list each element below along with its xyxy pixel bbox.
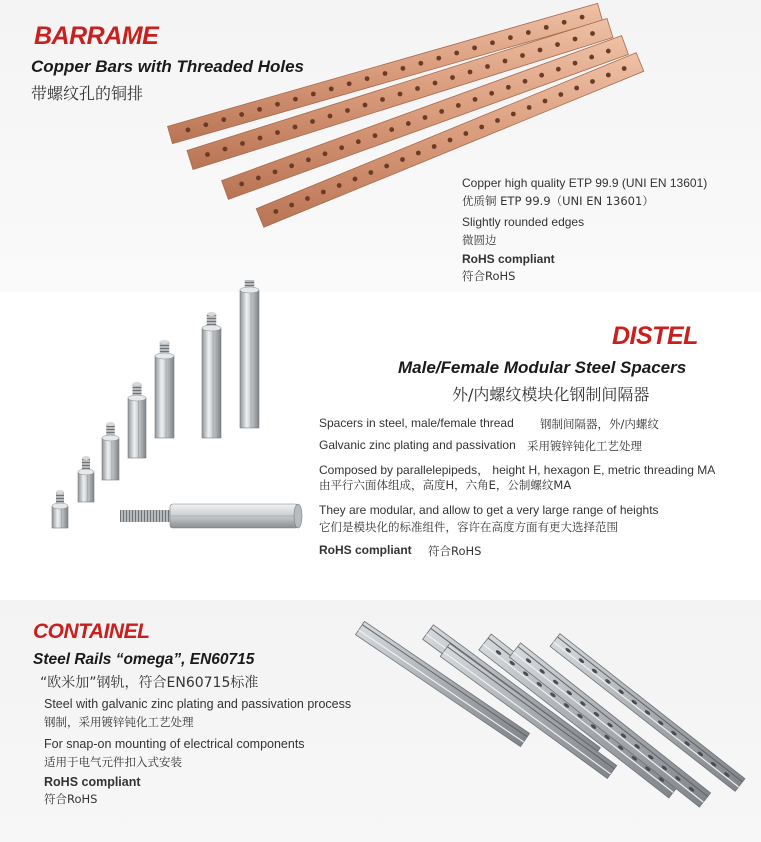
bar-hole [273,209,278,214]
bar-hole [580,15,585,20]
bar-hole [186,127,191,132]
containel-feature-3: RoHS compliant [44,775,141,789]
bar-hole [223,147,228,152]
distel-feature-2: Galvanic zinc plating and passivation [319,438,516,452]
lying-spacer-thread [120,510,172,522]
bar-hole [433,81,438,86]
bar-hole [439,109,444,114]
bar-hole [256,176,261,181]
containel-section [0,600,761,842]
distel-feature-4-cn: 它们是模块化的标准组件，容许在高度方面有更大选择范围 [319,520,618,534]
bar-hole [432,144,437,149]
lying-spacer-end [294,504,302,528]
bar-hole [321,190,326,195]
bar-hole [456,103,461,108]
bar-hole [508,35,513,40]
bar-hole [368,170,373,175]
bar-hole [328,114,333,119]
spacer-body [78,472,94,502]
bar-hole [511,112,516,117]
barrame-subtitle-cn: 带螺纹孔的铜排 [31,84,144,103]
spacer-thread-tip [106,422,115,426]
bar-hole [345,108,350,113]
bar-hole [573,61,578,66]
bar-hole [289,203,294,208]
bar-hole [606,49,611,54]
distel-feature-1: Spacers in steel, male/female thread [319,416,514,430]
distel-feature-5-cn: 符合RoHS [428,544,482,558]
bar-hole [380,97,385,102]
bar-hole [365,76,370,81]
containel-subtitle: Steel Rails “omega”, EN60715 [33,651,255,668]
bar-hole [479,125,484,130]
bar-hole [539,73,544,78]
bar-hole [606,73,611,78]
barrame-subtitle: Copper Bars with Threaded Holes [31,57,304,76]
bar-hole [555,42,560,47]
distel-subtitle-cn: 外/内螺纹模块化钢制间隔器 [452,385,650,404]
spacer-thread-tip [56,490,64,494]
bar-hole [562,20,567,25]
spacer-thread-tip [160,340,170,344]
bar-hole [436,56,441,61]
bar-hole [275,102,280,107]
bar-hole [289,163,294,168]
spacer-body [202,328,221,438]
spacer-top [240,287,259,293]
bar-hole [468,70,473,75]
bar-hole [538,48,543,53]
bar-hole [305,196,310,201]
bar-hole [590,31,595,36]
bar-hole [311,92,316,97]
bar-hole [589,55,594,60]
spacer-thread-tip [133,382,142,386]
bar-hole [418,61,423,66]
bar-hole [406,121,411,126]
bar-hole [544,25,549,30]
barrame-feature-1: Copper high quality ETP 99.9 (UNI EN 13601) [462,176,708,190]
distel-subtitle: Male/Female Modular Steel Spacers [398,358,687,377]
bar-hole [506,85,511,90]
spacer-body [102,438,119,480]
bar-hole [463,131,468,136]
bar-hole [503,59,508,64]
barrame-feature-3-cn: 符合RoHS [462,269,516,283]
bar-hole [543,99,548,104]
barrame-feature-3: RoHS compliant [462,252,555,266]
bar-hole [205,152,210,157]
omega-rails-image [350,620,750,825]
bar-hole [240,141,245,146]
spacer-body [240,290,259,428]
bar-hole [203,122,208,127]
spacer-top [128,395,146,401]
bar-hole [401,66,406,71]
bar-hole [590,79,595,84]
bar-hole [384,164,389,169]
bar-hole [383,71,388,76]
containel-feature-3-cn: 符合RoHS [44,792,98,806]
bar-hole [337,183,342,188]
containel-brand: CONTAINEL [33,620,150,643]
copper-bars-image [150,0,761,230]
barrame-feature-2: Slightly rounded edges [462,215,585,229]
spacer-top [78,469,94,475]
bar-hole [448,138,453,143]
bar-hole [398,92,403,97]
containel-feature-2-cn: 适用于电气元件扣入式安装 [44,755,182,769]
bar-hole [239,182,244,187]
spacer-thread-tip [207,312,217,316]
bar-hole [306,157,311,162]
bar-hole [257,107,262,112]
bar-hole [556,67,561,72]
bar-hole [622,66,627,71]
bar-hole [454,51,459,56]
bar-hole [423,115,428,120]
containel-feature-1-cn: 钢制，采用镀锌钝化工艺处理 [44,715,194,729]
containel-feature-1: Steel with galvanic zinc plating and passivation process [44,697,352,711]
bar-hole [363,103,368,108]
spacer-top [155,353,174,359]
bar-hole [472,45,477,50]
bar-hole [473,97,478,102]
bar-hole [415,86,420,91]
bar-hole [389,127,394,132]
distel-section [0,292,761,600]
barrame-feature-2-cn: 微圆边 [462,233,497,247]
bar-hole [400,157,405,162]
distel-brand: DISTEL [612,322,698,350]
bar-hole [373,133,378,138]
bar-hole [258,136,263,141]
bar-hole [293,97,298,102]
bar-hole [574,86,579,91]
spacer-body [155,356,174,438]
steel-spacers-image [40,280,310,580]
distel-feature-5: RoHS compliant [319,543,412,557]
spacer-thread-tip [82,456,90,460]
bar-hole [273,169,278,174]
distel-feature-1-cn: 钢制间隔器，外/内螺纹 [540,417,659,431]
spacer-top [52,503,68,509]
bar-hole [527,105,532,110]
bar-hole [573,37,578,42]
distel-feature-2-cn: 采用镀锌钝化工艺处理 [527,439,642,453]
spacer-body [52,506,68,528]
bar-hole [416,151,421,156]
spacer-top [102,435,119,441]
distel-feature-3-cn: 由平行六面体组成，高度H，六角E，公制螺纹MA [319,478,572,492]
bar-hole [356,139,361,144]
bar-hole [239,112,244,117]
bar-hole [339,145,344,150]
bar-hole [293,125,298,130]
spacer-top [202,325,221,331]
bar-hole [221,117,226,122]
bar-hole [490,40,495,45]
barrame-feature-1-cn: 优质铜 ETP 99.9（UNI EN 13601） [462,194,654,208]
bar-hole [347,81,352,86]
bar-hole [485,64,490,69]
distel-feature-3: Composed by parallelepipeds， height H, hexagon E, metric threading MA [319,463,716,477]
containel-feature-2: For snap-on mounting of electrical components [44,737,305,751]
bar-hole [275,130,280,135]
bar-hole [310,119,315,124]
barrame-brand: BARRAME [34,22,159,50]
distel-feature-4: They are modular, and allow to get a very large range of heights [319,503,659,517]
bar-hole [520,53,525,58]
spacer-body [128,398,146,458]
bar-hole [489,91,494,96]
containel-subtitle-cn: “欧米加”钢轨，符合EN60715标准 [40,675,259,691]
bar-hole [523,79,528,84]
bar-hole [323,151,328,156]
bar-hole [353,177,358,182]
barrame-section [0,0,761,292]
bar-hole [450,75,455,80]
bar-hole [558,92,563,97]
bar-hole [495,118,500,123]
bar-hole [526,30,531,35]
bar-hole [329,86,334,91]
